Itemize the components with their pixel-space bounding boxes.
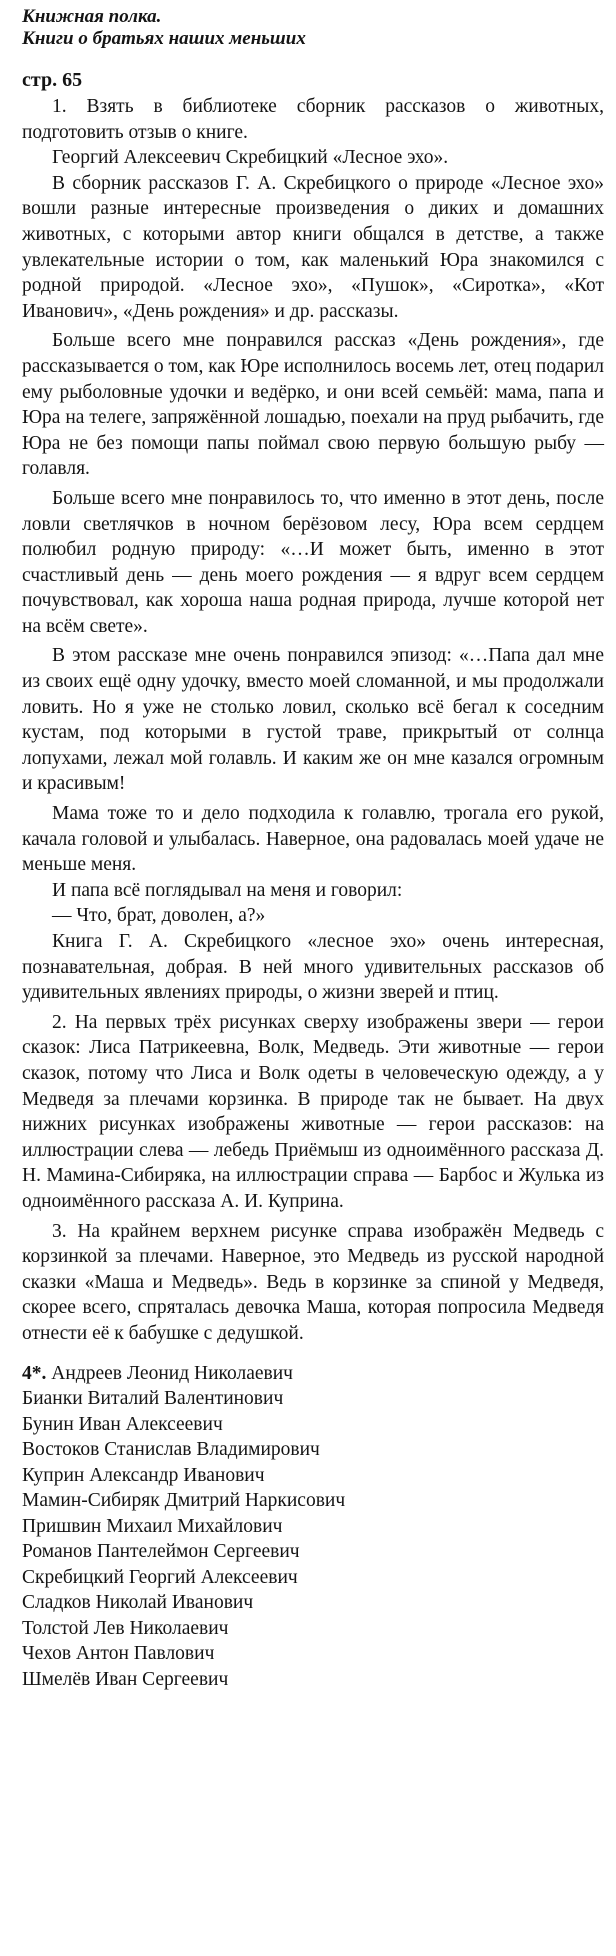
paragraph-book-title: Георгий Алексеевич Скребицкий «Лесное эхо».	[52, 147, 449, 169]
paragraph-task-2: 2. На первых трёх рисунках сверху изображены звери — герои сказок: Лиса Патрикеевна, Волк, Медведь. Эти животные — герои сказок, потому что Лиса и Волк одеты в человеческую одежду, а у Медведя за плечами корзинка. В природе так не бывает. На двух нижних рисунках изображены животные — герои рассказов: на иллюстрации слева — лебедь Приёмыш из одноимённого рассказа Д. Н. Мамина-Сибиряка, на иллюстрации справа — Барбос и Жулька из одноимённого рассказа А. И. Куприна.	[22, 1011, 604, 1212]
heading-line-1: Книжная полка.	[22, 6, 162, 27]
heading-line-2: Книги о братьях наших меньших	[22, 28, 306, 49]
paragraph-favorite-story: Больше всего мне понравился рассказ «День рождения», где рассказывается о том, как Юре исполнилось восемь лет, отец подарил ему рыболовные удочки и ведёрко, и они всей семьёй: мама, папа и Юра на телеге, запряжённой лошадью, поехали на пруд рыбачить, где Юра не без помощи папы поймал свою первую большую рыбу — голавля.	[22, 330, 605, 480]
section-heading	[22, 6, 604, 50]
author-item: Пришвин Михаил Михайлович	[22, 1515, 283, 1537]
author-item: Куприн Александр Иванович	[22, 1464, 265, 1486]
author-item	[22, 1361, 604, 1387]
paragraph-collection: В сборник рассказов Г. А. Скребицкого о природе «Лесное эхо» вошли разные интересные произведения о диких и домашних животных, с которыми автор книги общался в детстве, а также увлекательные истории о том, как маленький Юра знакомился с родной природой. «Лесное эхо», «Пушок», «Сиротка», «Кот Иванович», «День рождения» и др. рассказы.	[22, 172, 604, 322]
author-item: Толстой Лев Николаевич	[22, 1617, 229, 1639]
author-item: Скребицкий Георгий Алексеевич	[22, 1566, 298, 1588]
page-reference: стр. 65	[22, 69, 83, 91]
authors-label: 4*.	[22, 1362, 47, 1384]
authors-list	[22, 1361, 604, 1693]
author-item: Бунин Иван Алексеевич	[22, 1413, 223, 1435]
paragraph-review: Книга Г. А. Скребицкого «лесное эхо» очень интересная, познавательная, добрая. В ней много удивительных рассказов об удивительных явлениях природы, о жизни зверей и птиц.	[22, 931, 604, 1004]
author-name: Андреев Леонид Николаевич	[51, 1362, 293, 1384]
body-text	[22, 94, 604, 1347]
author-item: Чехов Антон Павлович	[22, 1643, 215, 1664]
paragraph-favorite-moment: Больше всего мне понравилось то, что именно в этот день, после ловли светлячков в ночном берёзовом лесу, Юра всем сердцем полюбил родную природу: «…И может быть, именно в этот счастливый день — день моего рождения — я вдруг всем сердцем почувствовал, как хороша наша родная природа, лучше которой нет на всём свете».	[22, 487, 604, 637]
paragraph-task-1: 1. Взять в библиотеке сборник рассказов о животных, подготовить отзыв о книге.	[22, 96, 604, 143]
author-item: Сладков Николай Иванович	[22, 1592, 254, 1613]
paragraph-episode: В этом рассказе мне очень понравился эпизод: «…Папа дал мне из своих ещё одну удочку, вместо моей сломанной, и мы продолжали ловить. Но я уже не столько ловил, сколько всё бегал к соседним кустам, под которыми в густой траве, прикрытый от солнца лопухами, лежал мой голавль. И каким же он мне казался огромным и красивым!	[22, 645, 604, 795]
document-page	[22, 6, 604, 1692]
author-item: Романов Пантелеймон Сергеевич	[22, 1541, 300, 1562]
author-item: Бианки Виталий Валентинович	[22, 1388, 284, 1409]
author-item: Шмелёв Иван Сергеевич	[22, 1668, 229, 1690]
author-item: Мамин-Сибиряк Дмитрий Наркисович	[22, 1490, 346, 1511]
author-item: Востоков Станислав Владимирович	[22, 1439, 320, 1460]
paragraph-father: И папа всё поглядывал на меня и говорил:	[52, 879, 403, 901]
paragraph-task-3: 3. На крайнем верхнем рисунке справа изображён Медведь с корзинкой за плечами. Наверное, это Медведь из русской народной сказки «Маша и Медведь». Ведь в корзинке за спиной у Медведя, скорее всего, спряталась девочка Маша, которая попросила Медведя отнести её к бабушке с дедушкой.	[22, 1220, 604, 1344]
paragraph-dialogue: — Что, брат, доволен, а?»	[52, 905, 266, 927]
paragraph-mother: Мама тоже то и дело подходила к голавлю, трогала его рукой, качала головой и улыбалась. Наверное, она радовалась моей удаче не меньше меня.	[22, 803, 604, 876]
